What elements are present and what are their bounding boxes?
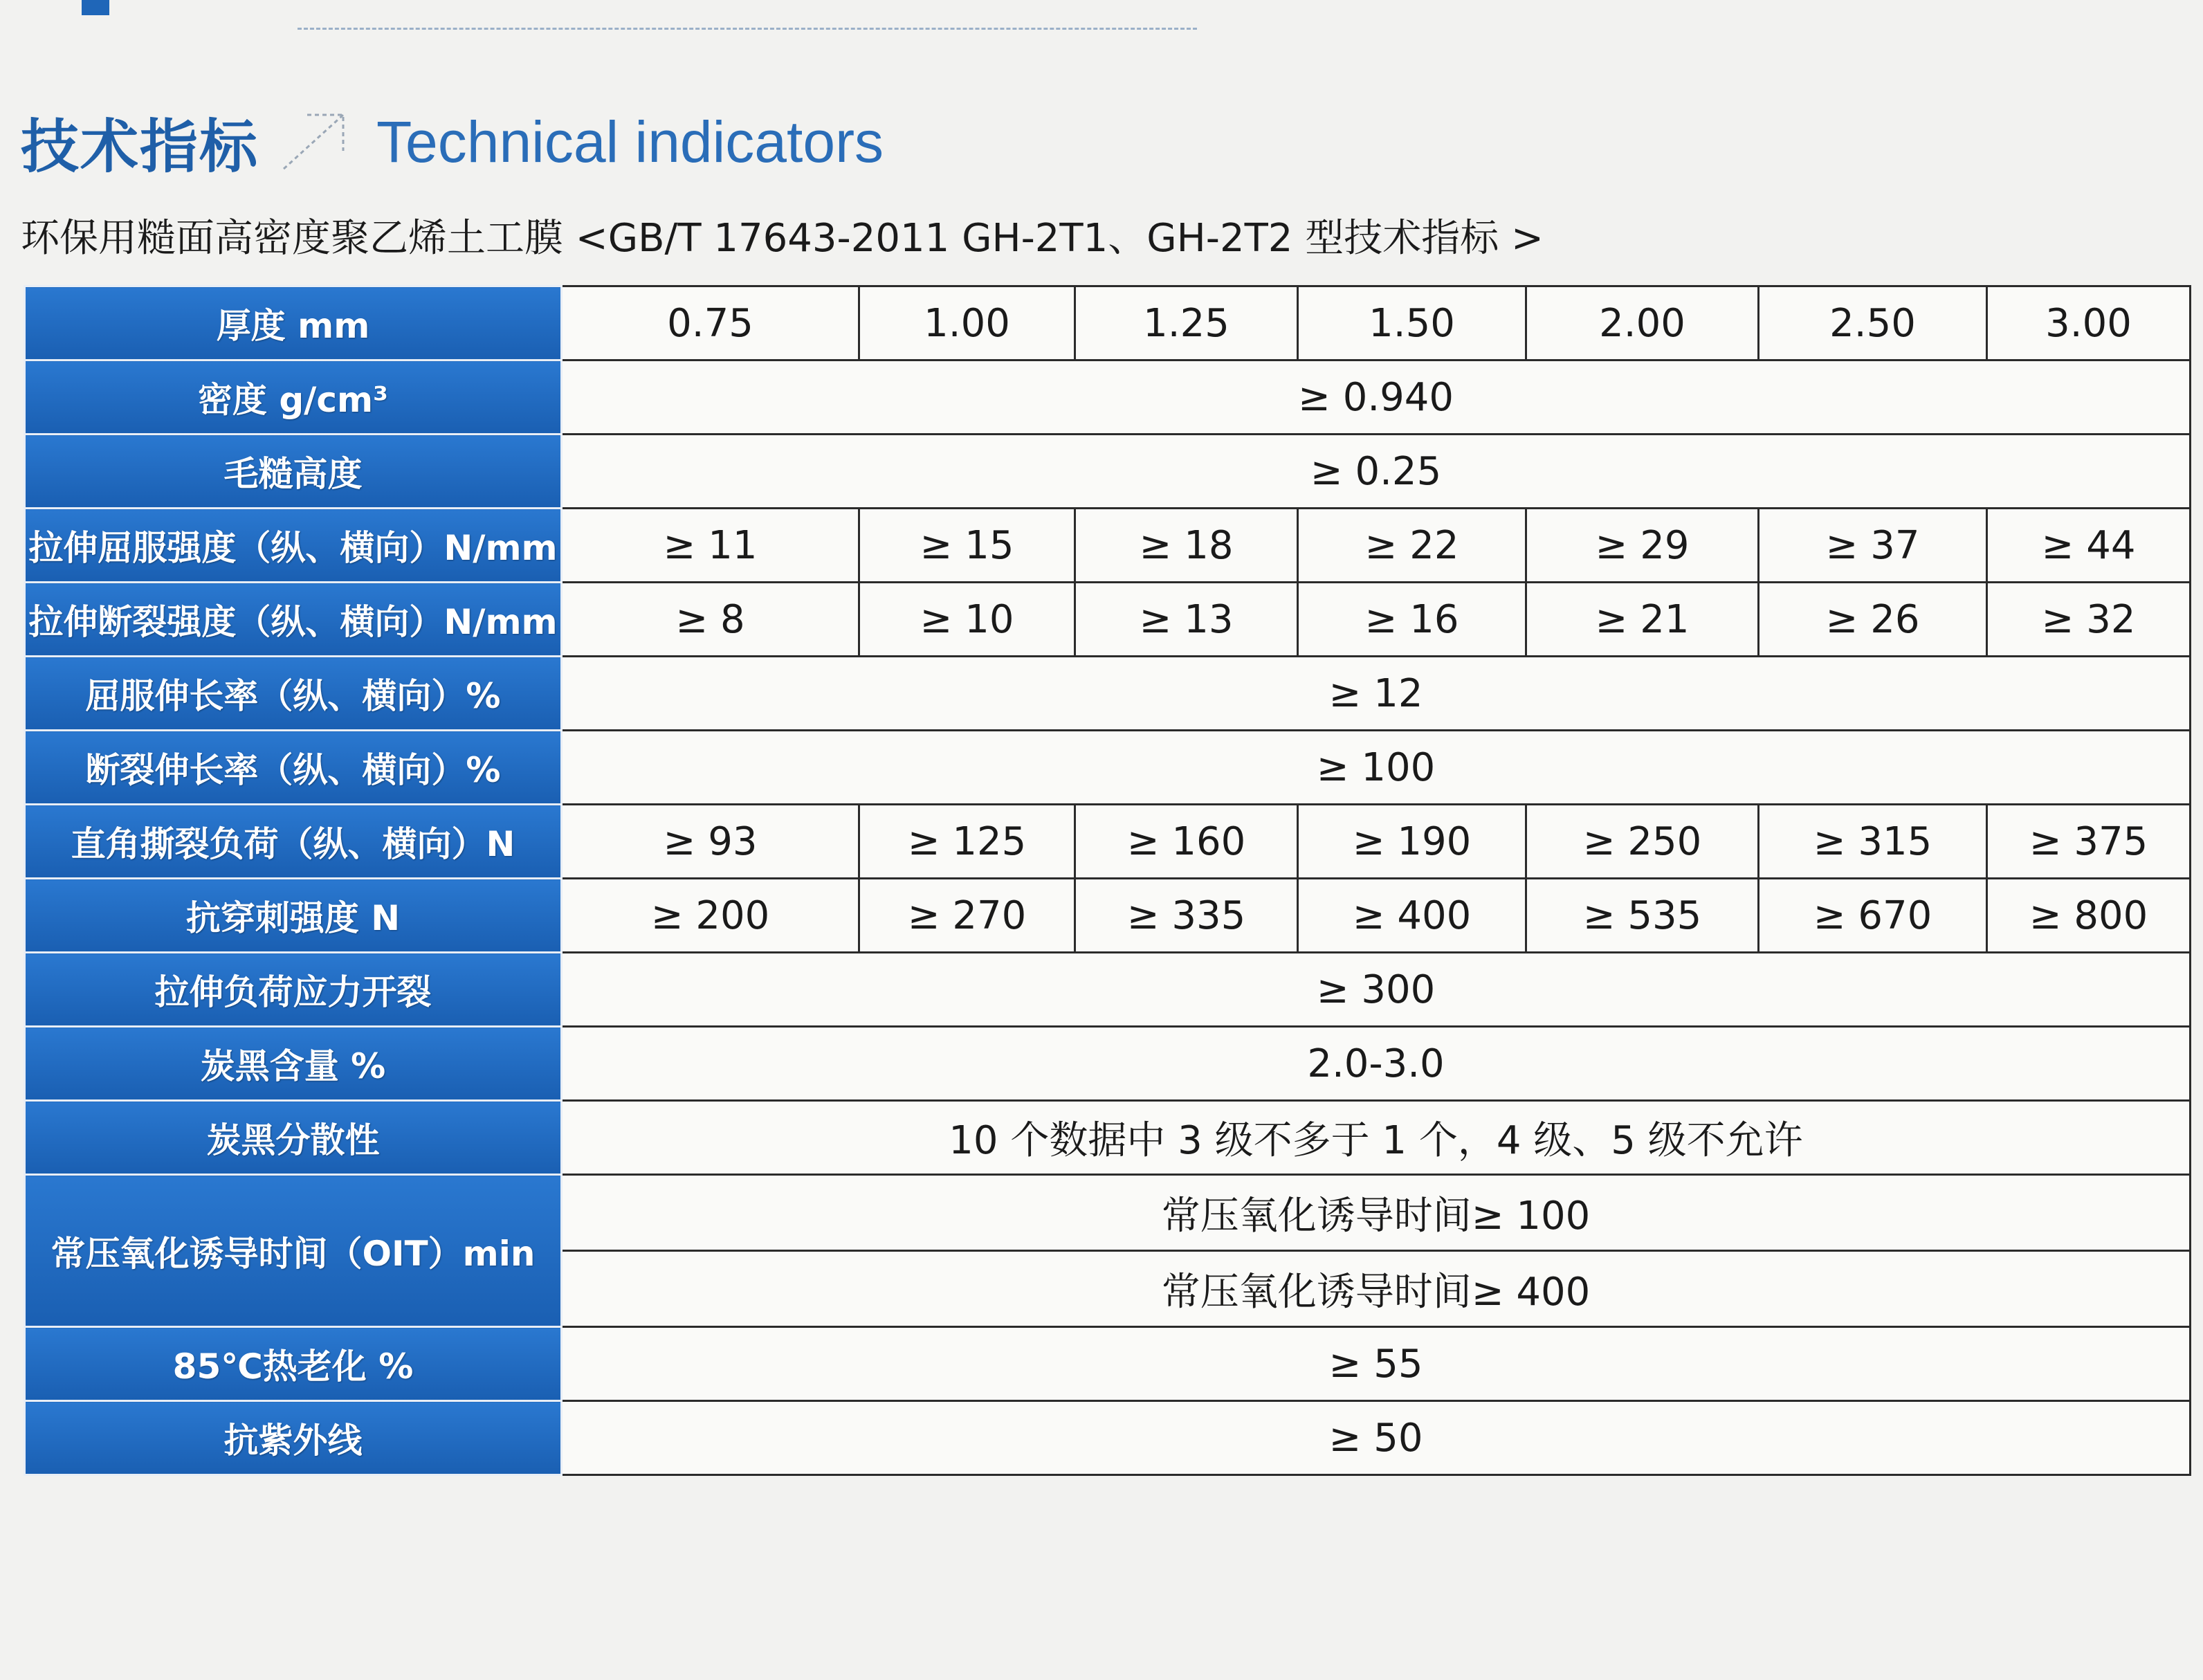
puncture-cell: ≥ 335 — [1075, 879, 1298, 953]
heat-aging-value: ≥ 55 — [562, 1327, 2191, 1401]
puncture-cell: ≥ 200 — [562, 879, 859, 953]
carbon-dispersion-value: 10 个数据中 3 级不多于 1 个，4 级、5 级不允许 — [562, 1101, 2191, 1175]
table-row — [25, 1401, 2191, 1475]
yield-strength-cell: ≥ 44 — [1987, 509, 2191, 583]
thickness-cell: 1.00 — [859, 286, 1075, 360]
row-label-break-elongation: 断裂伸长率（纵、横向）% — [25, 731, 562, 805]
break-strength-cell: ≥ 26 — [1759, 583, 1987, 657]
carbon-content-value: 2.0-3.0 — [562, 1027, 2191, 1101]
heading-title-cn: 技术指标 — [21, 112, 259, 181]
table-row — [25, 360, 2191, 435]
table-row — [25, 805, 2191, 879]
tear-cell: ≥ 93 — [562, 805, 859, 879]
table-row — [25, 879, 2191, 953]
uv-value: ≥ 50 — [562, 1401, 2191, 1475]
tear-cell: ≥ 160 — [1075, 805, 1298, 879]
break-strength-cell: ≥ 21 — [1526, 583, 1759, 657]
yield-strength-cell: ≥ 18 — [1075, 509, 1298, 583]
yield-strength-cell: ≥ 22 — [1298, 509, 1526, 583]
puncture-cell: ≥ 270 — [859, 879, 1075, 953]
oit-value-1: 常压氧化诱导时间≥ 100 — [562, 1175, 2191, 1251]
thickness-cell: 2.50 — [1759, 286, 1987, 360]
table-row — [25, 1027, 2191, 1101]
break-strength-cell: ≥ 8 — [562, 583, 859, 657]
row-label-puncture: 抗穿刺强度 N — [25, 879, 562, 953]
puncture-cell: ≥ 670 — [1759, 879, 1987, 953]
section-heading — [21, 104, 884, 180]
puncture-cell: ≥ 800 — [1987, 879, 2191, 953]
table-row — [25, 1101, 2191, 1175]
table-row — [25, 953, 2191, 1027]
tear-cell: ≥ 125 — [859, 805, 1075, 879]
yield-strength-cell: ≥ 15 — [859, 509, 1075, 583]
table-row — [25, 509, 2191, 583]
table-row — [25, 1327, 2191, 1401]
yield-elongation-value: ≥ 12 — [562, 657, 2191, 731]
table-subtitle: 环保用糙面高密度聚乙烯土工膜 <GB/T 17643-2011 GH-2T1、GH-2T2 型技术指标 > — [21, 216, 1544, 261]
yield-strength-cell: ≥ 11 — [562, 509, 859, 583]
stress-crack-value: ≥ 300 — [562, 953, 2191, 1027]
table-row — [25, 657, 2191, 731]
break-strength-cell: ≥ 16 — [1298, 583, 1526, 657]
row-label-carbon-content: 炭黑含量 % — [25, 1027, 562, 1101]
dashed-divider — [298, 28, 1197, 30]
break-elongation-value: ≥ 100 — [562, 731, 2191, 805]
row-label-uv: 抗紫外线 — [25, 1401, 562, 1475]
row-label-thickness: 厚度 mm — [25, 286, 562, 360]
roughness-value: ≥ 0.25 — [562, 435, 2191, 509]
thickness-cell: 3.00 — [1987, 286, 2191, 360]
tear-cell: ≥ 190 — [1298, 805, 1526, 879]
yield-strength-cell: ≥ 37 — [1759, 509, 1987, 583]
row-label-break-strength: 拉伸断裂强度（纵、横向）N/mm — [25, 583, 562, 657]
break-strength-cell: ≥ 13 — [1075, 583, 1298, 657]
table-row — [25, 731, 2191, 805]
table-row — [25, 1175, 2191, 1251]
puncture-cell: ≥ 535 — [1526, 879, 1759, 953]
top-accent-mark — [82, 0, 109, 15]
tear-cell: ≥ 375 — [1987, 805, 2191, 879]
yield-strength-cell: ≥ 29 — [1526, 509, 1759, 583]
technical-indicators-table — [24, 285, 2191, 1476]
table-row — [25, 583, 2191, 657]
row-label-oit: 常压氧化诱导时间（OIT）min — [25, 1175, 562, 1327]
heading-title-en: Technical indicators — [376, 109, 884, 174]
table-row — [25, 286, 2191, 360]
diagonal-arrow-icon — [280, 111, 349, 173]
density-value: ≥ 0.940 — [562, 360, 2191, 435]
break-strength-cell: ≥ 10 — [859, 583, 1075, 657]
row-label-yield-elongation: 屈服伸长率（纵、横向）% — [25, 657, 562, 731]
row-label-density: 密度 g/cm³ — [25, 360, 562, 435]
oit-value-2: 常压氧化诱导时间≥ 400 — [562, 1251, 2191, 1327]
row-label-yield-strength: 拉伸屈服强度（纵、横向）N/mm — [25, 509, 562, 583]
thickness-cell: 1.50 — [1298, 286, 1526, 360]
thickness-cell: 0.75 — [562, 286, 859, 360]
thickness-cell: 2.00 — [1526, 286, 1759, 360]
row-label-carbon-dispersion: 炭黑分散性 — [25, 1101, 562, 1175]
thickness-cell: 1.25 — [1075, 286, 1298, 360]
break-strength-cell: ≥ 32 — [1987, 583, 2191, 657]
row-label-stress-crack: 拉伸负荷应力开裂 — [25, 953, 562, 1027]
table-row — [25, 435, 2191, 509]
row-label-heat-aging: 85℃热老化 % — [25, 1327, 562, 1401]
puncture-cell: ≥ 400 — [1298, 879, 1526, 953]
row-label-tear: 直角撕裂负荷（纵、横向）N — [25, 805, 562, 879]
row-label-roughness: 毛糙高度 — [25, 435, 562, 509]
tear-cell: ≥ 315 — [1759, 805, 1987, 879]
tear-cell: ≥ 250 — [1526, 805, 1759, 879]
